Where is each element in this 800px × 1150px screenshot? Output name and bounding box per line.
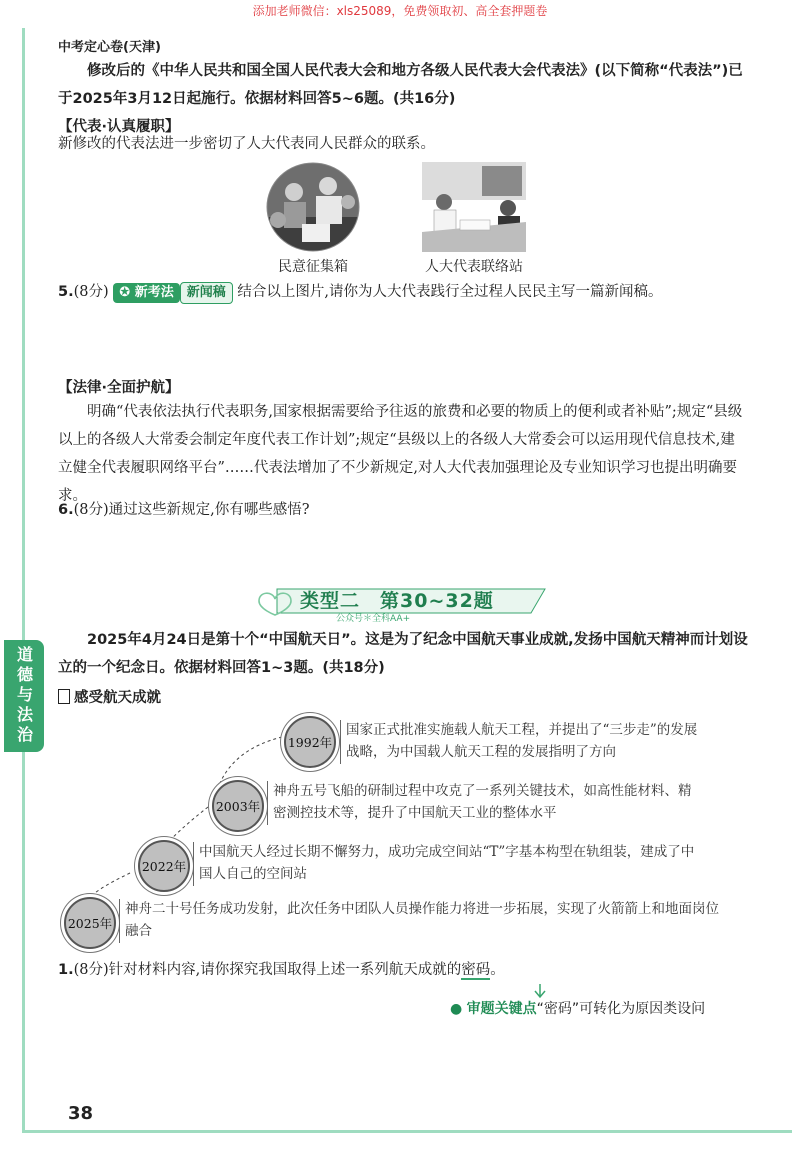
watermark: 添加老师微信：xls25089，免费领取初、高全套押题卷: [252, 4, 548, 18]
timeline-year-2003: 2003年: [212, 780, 264, 832]
side-tab: [4, 640, 44, 752]
page-number: 38: [68, 1103, 94, 1124]
location-pin-icon: ●: [450, 1001, 463, 1017]
question-6-number: 6.: [58, 502, 74, 518]
question-1-number: 1.: [58, 962, 74, 978]
bookmark-icon: [58, 689, 70, 704]
section-title-3: 感受航天成就: [58, 686, 161, 707]
timeline-year-1992: 1992年: [284, 716, 336, 768]
question-1-keyword: 密码: [461, 962, 491, 978]
page-header: 中考定心卷(天津): [58, 40, 161, 55]
key-point-label: 审题关键点: [466, 1001, 537, 1017]
photo-caption-2: 人大代表联络站: [425, 259, 523, 275]
question-5: [58, 278, 748, 306]
timeline-text-2022: 中国航天人经过长期不懈努力，成功完成空间站“T”字基本构型在轨组装，建成了中国人自己的空间站: [199, 844, 695, 882]
timeline-text-2003: 神舟五号飞船的研制过程中攻克了一系列关键技术，如高性能材料、精密测控技术等，提升了中国航天工业的整体水平: [273, 783, 692, 821]
question-5-text: 结合以上图片,请你为人大代表践行全过程人民民主写一篇新闻稿。: [237, 284, 663, 300]
section-title-2: 【法律·全面护航】: [58, 380, 180, 396]
timeline-text-2025: 神舟二十号任务成功发射，此次任务中团队人员操作能力将进一步拓展，实现了火箭箭上和地面岗位融合: [125, 901, 719, 939]
section-1-text: 新修改的代表法进一步密切了人大代表同人民群众的联系。: [58, 136, 435, 152]
bulb-icon: ✪: [119, 285, 131, 300]
photo-liaison-station: [422, 162, 526, 252]
timeline-bracket: [267, 781, 268, 825]
photo-caption-1: 民意征集箱: [278, 259, 348, 275]
question-1-text: 针对材料内容,请你探究我国取得上述一系列航天成就的: [108, 962, 462, 978]
type-2-title: 类型二 第30~32题: [300, 590, 494, 612]
timeline-bracket: [340, 720, 341, 764]
key-point-text: “密码”可转化为原因类设问: [536, 1001, 706, 1017]
question-6-score: (8分): [73, 502, 109, 518]
question-6: [58, 496, 748, 524]
timeline-year-2025: 2025年: [64, 897, 116, 949]
intro-paragraph-2: 2025年4月24日是第十个“中国航天日”。这是为了纪念中国航天事业成就,发扬中国航天精神而计划设立的一个纪念日。依据材料回答1~3题。(共18分): [58, 632, 748, 676]
section-2-text: 明确“代表依法执行代表职务,国家根据需要给予往返的旅费和必要的物质上的便利或者补贴”;规定“县级以上的各级人大常委会制定年度代表工作计划”;规定“县级以上的各级人大常委会可以运用现代信息技术,建立健全代表履职网络平台”……代表法增加了不少新规定,对人大代表加强理论及专业知识学习也提出明确要求。: [58, 404, 743, 504]
question-5-score: (8分): [73, 284, 109, 300]
question-1-score: (8分): [73, 962, 109, 978]
bottom-frame: [22, 1130, 792, 1133]
timeline-text-1992: 国家正式批准实施载人航天工程，并提出了“三步走”的发展战略，为中国载人航天工程的发展指明了方向: [346, 722, 698, 760]
side-frame: [22, 28, 25, 1133]
timeline-year-2022: 2022年: [138, 840, 190, 892]
question-6-text: 通过这些新规定,你有哪些感悟?: [108, 502, 310, 518]
side-tab-label: 道德与法治: [14, 646, 34, 746]
key-point-note: [450, 998, 705, 1018]
intro-paragraph: 修改后的《中华人民共和国全国人民代表大会和地方各级人民代表大会代表法》(以下简称“代表法”)已于2025年3月12日起施行。依据材料回答5~6题。(共16分): [58, 63, 743, 107]
new-method-tag: ✪ 新考法: [113, 283, 179, 303]
section-title-1: 【代表·认真履职】: [58, 119, 180, 135]
timeline-bracket: [193, 842, 194, 886]
timeline-bracket: [119, 899, 120, 943]
question-5-number: 5.: [58, 284, 74, 300]
photo-opinion-box: [266, 162, 360, 252]
type-2-subtitle: 公众号＊全科AA+: [336, 614, 411, 624]
question-1: 1.(8分)针对材料内容,请你探究我国取得上述一系列航天成就的密码。: [58, 962, 505, 978]
press-release-tag: 新闻稿: [180, 282, 233, 304]
